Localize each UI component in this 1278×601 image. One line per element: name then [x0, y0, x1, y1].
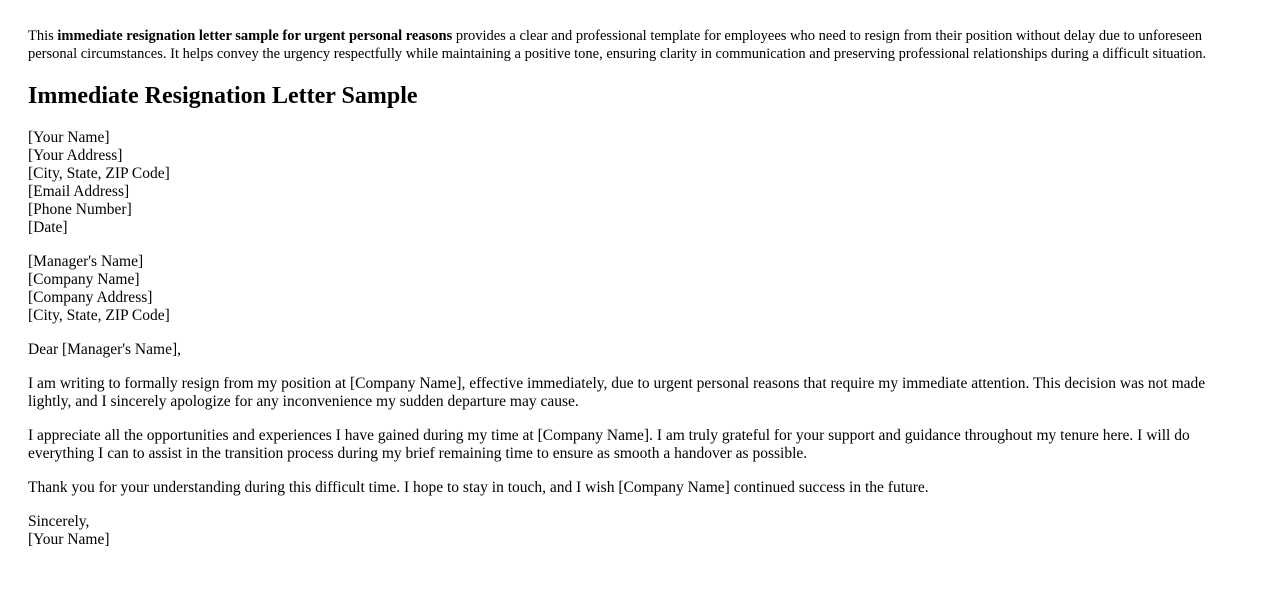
sender-date: [Date] [28, 219, 68, 236]
salutation: Dear [Manager's Name], [28, 341, 181, 358]
valediction: Sincerely, [28, 513, 90, 530]
sender-address: [Your Address] [28, 147, 123, 164]
closing-block [28, 513, 1254, 549]
signature: [Your Name] [28, 531, 110, 548]
recipient-company-name: [Company Name] [28, 271, 140, 288]
body-paragraph-1: I am writing to formally resign from my position at [Company Name], effective immediately, due to urgent personal reasons that require my immediate attention. This decision was not made lightly, and I sincerely apologize for any inconvenience my sudden departure may cause. [28, 375, 1206, 410]
sender-email: [Email Address] [28, 183, 130, 200]
recipient-company-address: [Company Address] [28, 289, 153, 306]
intro-suffix: provides a clear and professional template for employees who need to resign from their position without delay due to unforeseen personal circumstances. It helps convey the urgency respectfully while maintaining a positive tone, ensuring clarity in communication and preserving professional relationships during a difficult situation. [28, 28, 1207, 62]
intro-prefix: This [28, 28, 58, 44]
intro-paragraph [28, 28, 1252, 63]
sender-address-block [28, 129, 1254, 237]
sender-name: [Your Name] [28, 129, 110, 146]
recipient-city-state-zip: [City, State, ZIP Code] [28, 307, 170, 324]
sender-city-state-zip: [City, State, ZIP Code] [28, 165, 170, 182]
recipient-manager-name: [Manager's Name] [28, 253, 144, 270]
sender-phone: [Phone Number] [28, 201, 132, 218]
page-title: Immediate Resignation Letter Sample [28, 83, 418, 109]
intro-bold-phrase: immediate resignation letter sample for urgent personal reasons [57, 28, 453, 44]
recipient-address-block [28, 253, 1254, 325]
body-paragraph-3: Thank you for your understanding during this difficult time. I hope to stay in touch, and I wish [Company Name] continued success in the future. [28, 479, 929, 496]
body-paragraph-2: I appreciate all the opportunities and experiences I have gained during my time at [Company Name]. I am truly grateful for your support and guidance throughout my tenure here. I will do everything I can to assist in the transition process during my brief remaining time to ensure as smooth a handover as possible. [28, 427, 1190, 462]
